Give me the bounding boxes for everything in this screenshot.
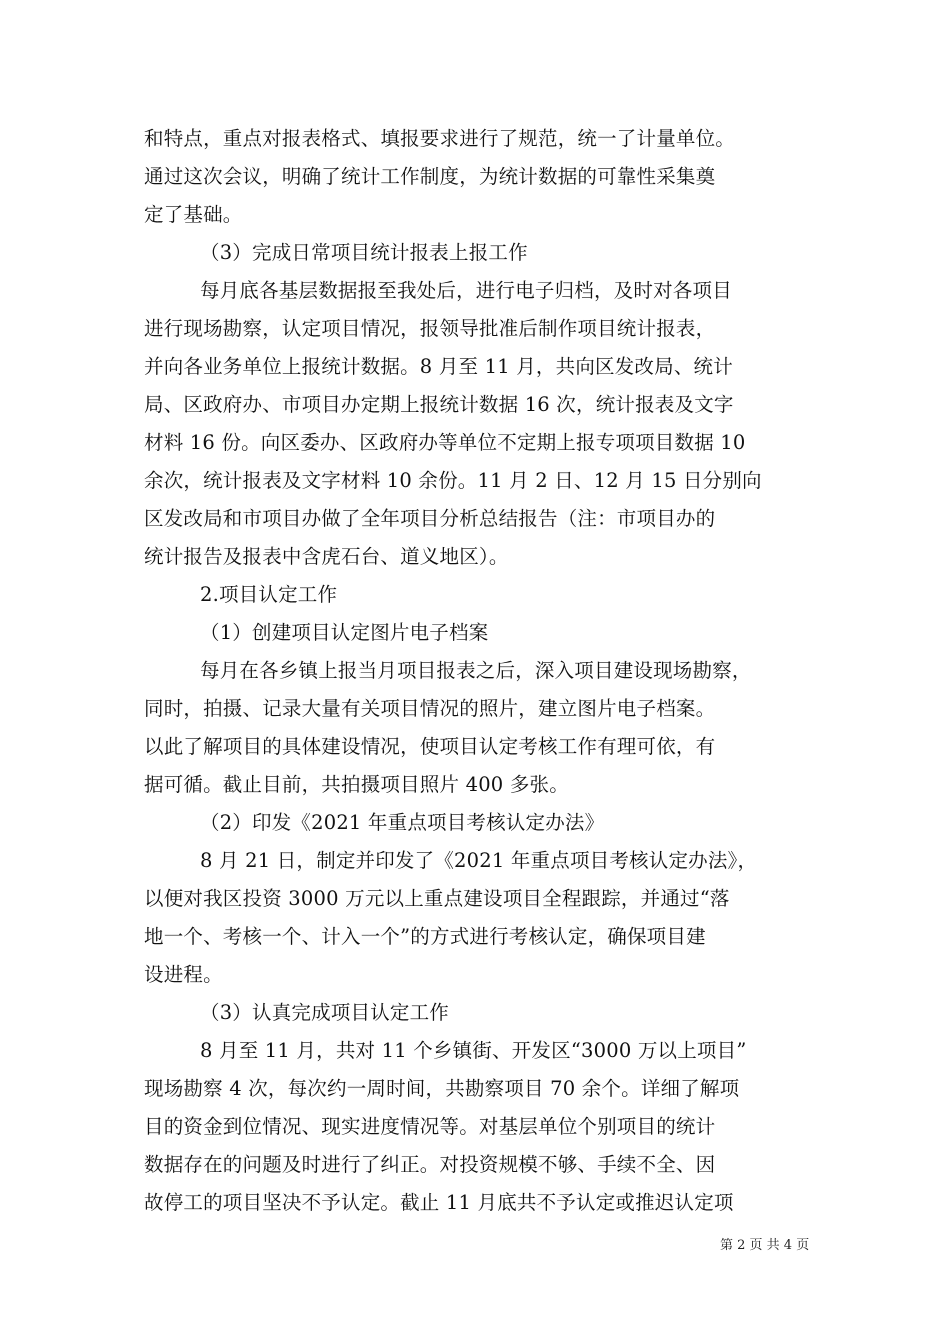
- subsection-heading: （3）认真完成项目认定工作: [200, 1001, 450, 1024]
- section-heading: 2.项目认定工作: [200, 583, 338, 606]
- text-line: 8 月至 11 月，共对 11 个乡镇街、开发区“3000 万以上项目”: [200, 1039, 747, 1062]
- text-line: 通过这次会议，明确了统计工作制度，为统计数据的可靠性采集奠: [144, 165, 716, 188]
- text-line: 现场勘察 4 次，每次约一周时间，共勘察项目 70 余个。详细了解项: [144, 1077, 740, 1100]
- text-line: 目的资金到位情况、现实进度情况等。对基层单位个别项目的统计: [144, 1115, 716, 1138]
- subsection-heading: （3）完成日常项目统计报表上报工作: [200, 241, 528, 264]
- text-line: 进行现场勘察，认定项目情况，报领导批准后制作项目统计报表，: [144, 317, 716, 340]
- text-line: 每月在各乡镇上报当月项目报表之后，深入项目建设现场勘察，: [200, 659, 752, 682]
- text-line: 地一个、考核一个、计入一个”的方式进行考核认定，确保项目建: [144, 925, 706, 948]
- text-line: 每月底各基层数据报至我处后，进行电子归档，及时对各项目: [200, 279, 732, 302]
- text-line: 并向各业务单位上报统计数据。8 月至 11 月，共向区发改局、统计: [144, 355, 733, 378]
- text-line: 设进程。: [144, 963, 223, 986]
- text-line: 以此了解项目的具体建设情况，使项目认定考核工作有理可依，有: [144, 735, 716, 758]
- subsection-heading: （1）创建项目认定图片电子档案: [200, 621, 489, 644]
- subsection-heading: （2）印发《2021 年重点项目考核认定办法》: [200, 811, 605, 834]
- text-line: 统计报告及报表中含虎石台、道义地区）。: [144, 545, 509, 568]
- page-number: 第 2 页 共 4 页: [720, 1238, 810, 1253]
- text-line: 据可循。截止目前，共拍摄项目照片 400 多张。: [144, 773, 569, 796]
- text-line: 以便对我区投资 3000 万元以上重点建设项目全程跟踪，并通过“落: [144, 887, 730, 910]
- text-line: 定了基础。: [144, 203, 243, 226]
- text-line: 故停工的项目坚决不予认定。截止 11 月底共不予认定或推迟认定项: [144, 1191, 734, 1214]
- text-line: 材料 16 份。向区委办、区政府办等单位不定期上报专项项目数据 10: [144, 431, 746, 454]
- text-line: 余次，统计报表及文字材料 10 余份。11 月 2 日、12 月 15 日分别向: [144, 469, 762, 492]
- text-line: 和特点，重点对报表格式、填报要求进行了规范，统一了计量单位。: [144, 127, 736, 150]
- text-line: 数据存在的问题及时进行了纠正。对投资规模不够、手续不全、因: [144, 1153, 716, 1176]
- text-line: 区发改局和市项目办做了全年项目分析总结报告（注：市项目办的: [144, 507, 716, 530]
- text-line: 8 月 21 日，制定并印发了《2021 年重点项目考核认定办法》，: [200, 849, 758, 872]
- document-body: [144, 120, 809, 1222]
- text-line: 同时，拍摄、记录大量有关项目情况的照片，建立图片电子档案。: [144, 697, 716, 720]
- text-line: 局、区政府办、市项目办定期上报统计数据 16 次，统计报表及文字: [144, 393, 734, 416]
